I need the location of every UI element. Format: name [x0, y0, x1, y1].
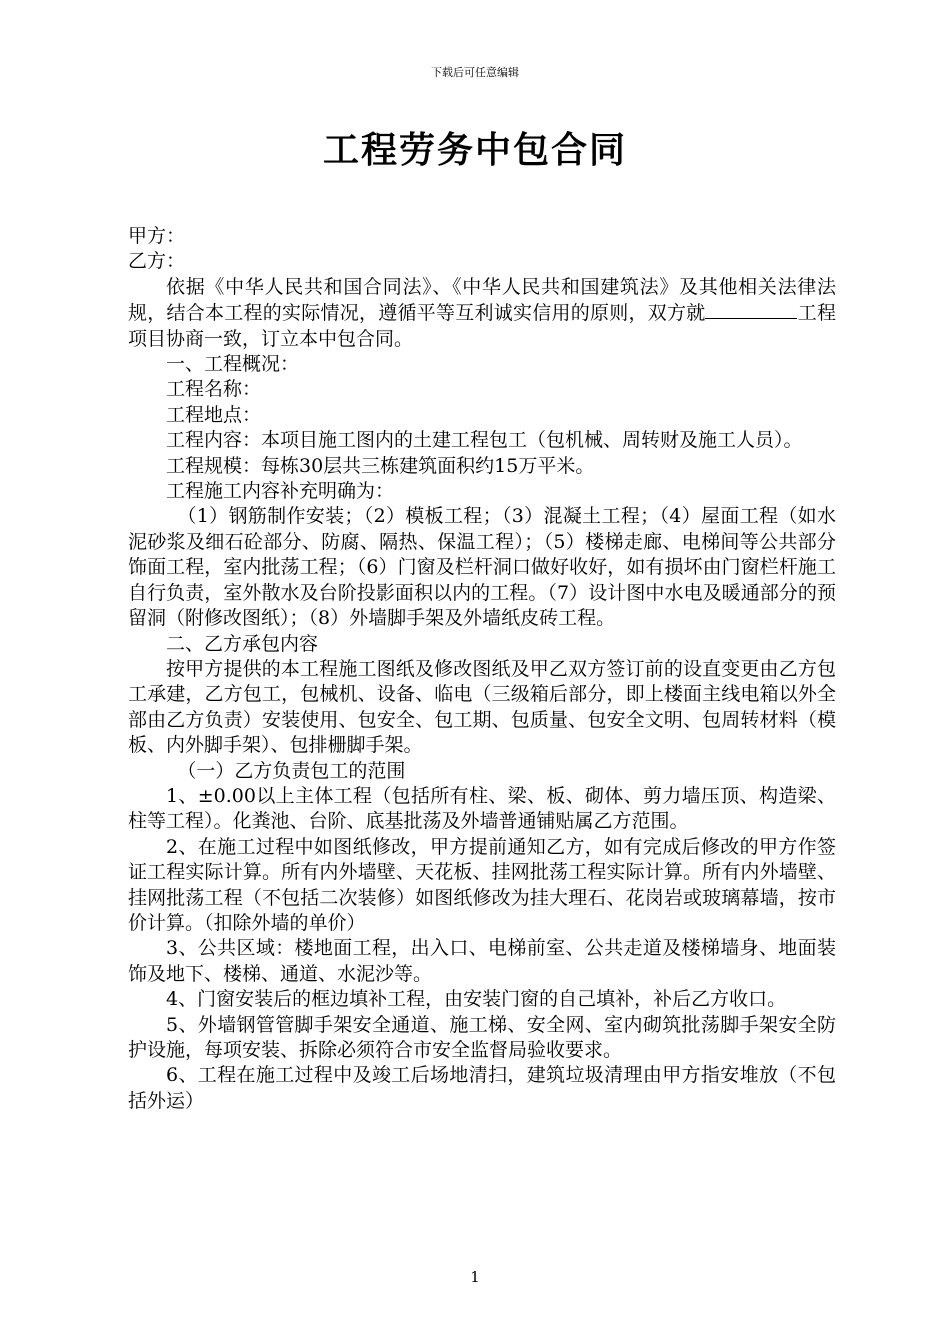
project-location-line: 工程地点：	[166, 403, 262, 426]
intro-text-before: 依据《中华人民共和国合同法》、《中华人民共和国建筑法》及其他相关法律法规，结合本工程的实际情况，遵循平等互利诚实信用的原则，双方就	[128, 275, 836, 325]
project-scale-paragraph: 工程规模：每栋30层共三栋建筑面积约15万平米。	[166, 454, 595, 477]
document-title: 工程劳务中包合同	[322, 129, 627, 171]
scope-sub-heading: （一）乙方负责包工的范围	[177, 759, 406, 782]
contract-body	[128, 224, 836, 1114]
project-name-blank	[705, 300, 797, 319]
project-content-paragraph: 工程内容：本项目施工图内的土建工程包工（包机械、周转财及施工人员）。	[166, 429, 803, 452]
supplement-paragraph: （1）钢筋制作安装；（2）模板工程；（3）混凝土工程；（4）屋面工程（如水泥砂浆及细石砼部分、防腐、隔热、保温工程）；（5）楼梯走廊、电梯间等公共部分饰面工程，室内批荡工程；（6）门窗及栏杆洞口做好收好，如有损坏由门窗栏杆施工自行负责，室外散水及台阶投影面积以内的工程。（7）设计图中水电及暖通部分的预留洞（附修改图纸）；（8）外墙脚手架及外墙纸皮砖工程。	[128, 505, 836, 630]
party-b-line: 乙方：	[128, 250, 186, 273]
intro-text-after: 工程项目协商一致，订立本中包合同。	[128, 302, 836, 350]
page-number: 1	[470, 1268, 480, 1286]
scope-item-1: 1、±0.00以上主体工程（包括所有柱、梁、板、砌体、剪力墙压顶、构造梁、柱等工程）。化粪池、台阶、底基批荡及外墙普通铺贴属乙方范围。	[128, 784, 836, 833]
party-a-line: 甲方：	[128, 225, 186, 247]
section2-heading: 二、乙方承包内容	[166, 632, 319, 655]
supplement-heading: 工程施工内容补充明确为：	[166, 480, 395, 503]
scope-item-5: 5、外墙钢管管脚手架安全通道、施工梯、安全网、室内砌筑批荡脚手架安全防护设施，每项安装、拆除必须符合市安全监督局验收要求。	[128, 1013, 836, 1061]
scope-item-6: 6、工程在施工过程中及竣工后场地清扫，建筑垃圾清理由甲方指安堆放（不包括外运）	[128, 1064, 836, 1112]
scope-item-2: 2、在施工过程中如图纸修改，甲方提前通知乙方，如有完成后修改的甲方作签证工程实际计算。所有内外墙壁、天花板、挂网批荡工程实际计算。所有内外墙壁、挂网批荡工程（不包括二次装修）如图纸修改为挂大理石、花岗岩或玻璃幕墙，按市价计算。（扣除外墙的单价）	[128, 835, 836, 934]
intro-paragraph	[128, 275, 836, 352]
scope-item-4: 4、门窗安装后的框边填补工程，由安装门窗的自己填补，补后乙方收口。	[166, 988, 787, 1011]
section1-heading: 一、工程概况：	[166, 353, 300, 376]
header-note: 下载后可任意编辑	[431, 66, 519, 79]
project-name-line: 工程名称：	[166, 378, 262, 401]
section2-body-paragraph: 按甲方提供的本工程施工图纸及修改图纸及甲乙双方签订前的设直变更由乙方包工承建，乙方包工，包械机、设备、临电（三级箱后部分，即上楼面主线电箱以外全部由乙方负责）安装使用、包安全、包工期、包质量、包安全文明、包周转材料（模板、内外脚手架）、包排栅脚手架。	[128, 657, 836, 757]
scope-item-3: 3、公共区域：楼地面工程，出入口、电梯前室、公共走道及楼梯墙身、地面装饰及地下、楼梯、通道、水泥沙等。	[128, 937, 836, 985]
